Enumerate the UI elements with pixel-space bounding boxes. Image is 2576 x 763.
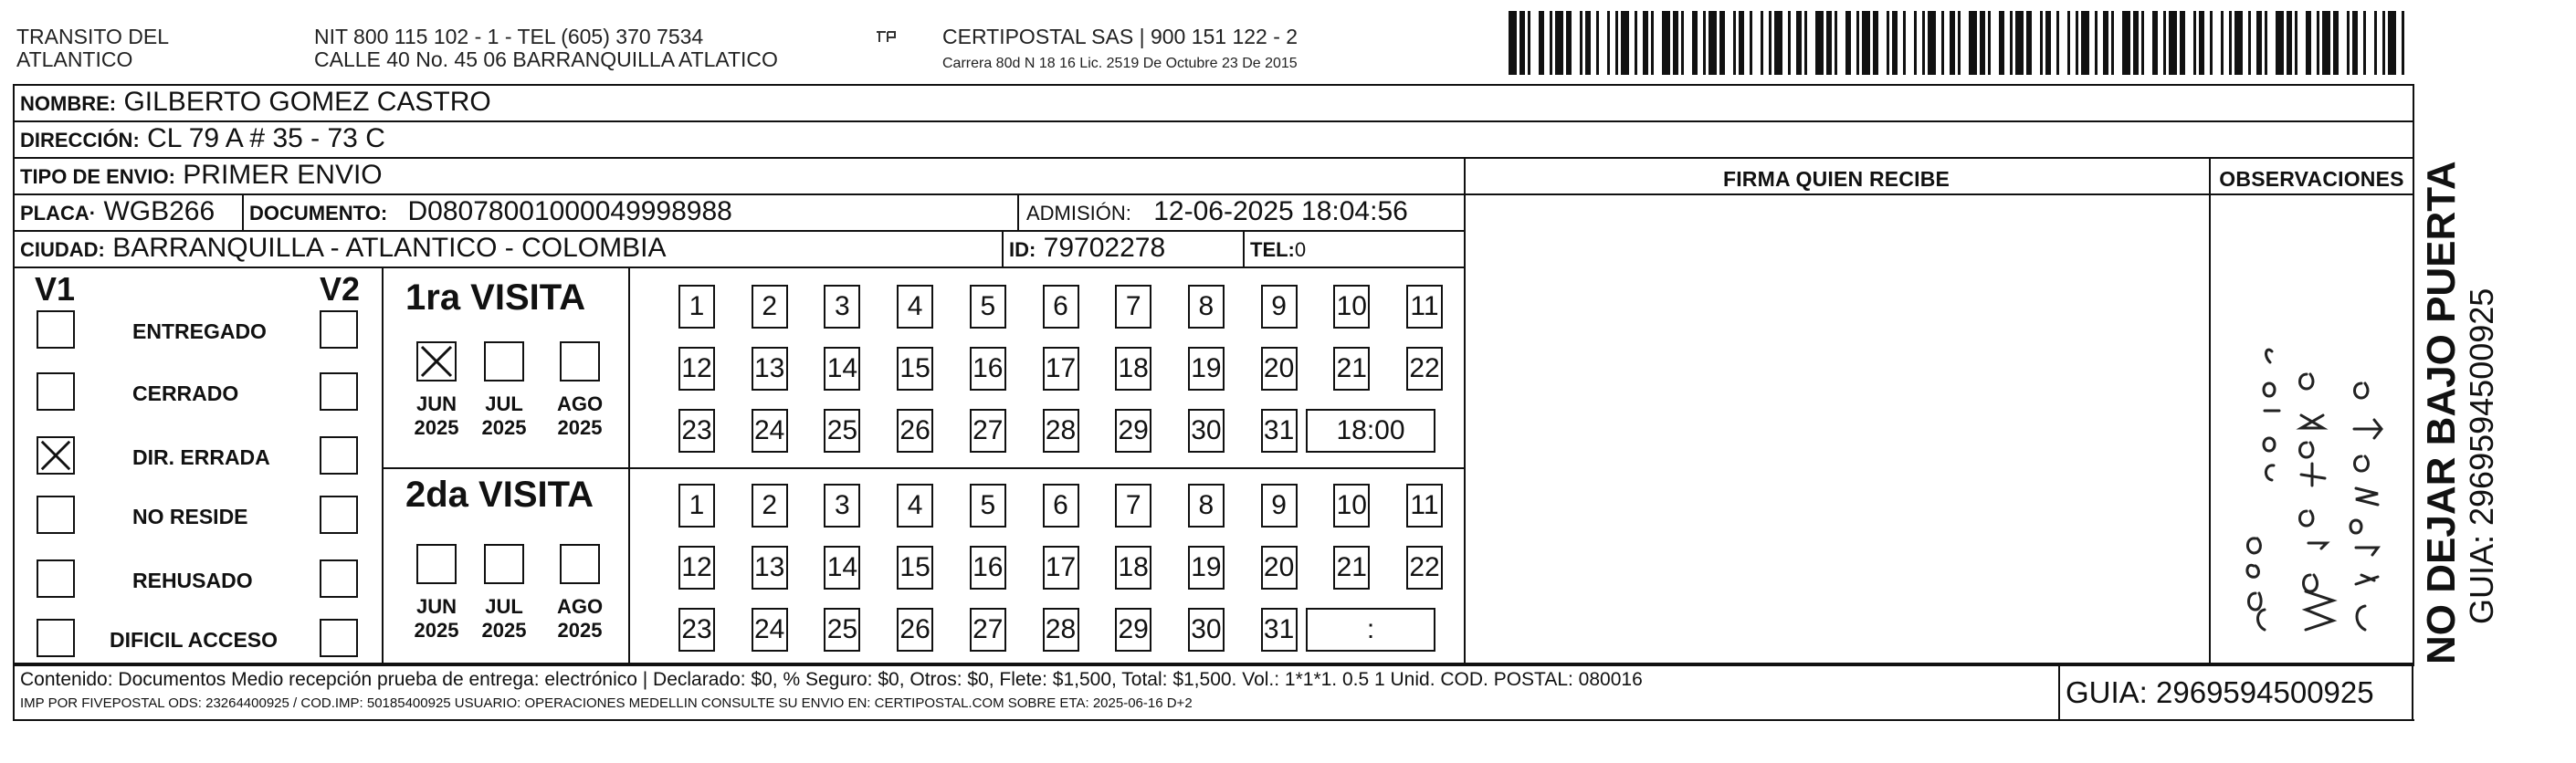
day-box[interactable]: 24 bbox=[752, 409, 788, 453]
ciudad-value: BARRANQUILLA - ATLANTICO - COLOMBIA bbox=[112, 233, 667, 263]
v2-checkbox[interactable] bbox=[320, 559, 358, 598]
direccion-value: CL 79 A # 35 - 73 C bbox=[147, 123, 385, 153]
side-vertical-text bbox=[2420, 84, 2502, 664]
day-box[interactable]: 13 bbox=[752, 546, 788, 590]
barcode-bar bbox=[1528, 11, 1530, 75]
barcode-bar bbox=[2180, 11, 2185, 75]
day-box[interactable]: 23 bbox=[678, 409, 715, 453]
sender-line-1: TRANSITO DEL bbox=[16, 25, 169, 48]
month-year: 2025 bbox=[414, 416, 459, 439]
barcode-bar bbox=[2374, 11, 2377, 75]
day-box[interactable]: 22 bbox=[1406, 347, 1443, 391]
day-box[interactable]: 18 bbox=[1115, 347, 1151, 391]
placa-label: PLACA· bbox=[20, 202, 97, 225]
barcode-bar bbox=[1999, 11, 2004, 75]
barcode-bar bbox=[2056, 11, 2059, 75]
barcode-bar bbox=[1635, 11, 1637, 75]
address-line: CALLE 40 No. 45 06 BARRANQUILLA ATLATICO bbox=[314, 47, 778, 71]
day-box[interactable]: 20 bbox=[1261, 347, 1298, 391]
barcode-bar bbox=[2295, 11, 2297, 75]
barcode-bar bbox=[1761, 11, 1763, 75]
barcode-bar bbox=[1892, 11, 1898, 75]
day-box[interactable]: 3 bbox=[824, 484, 860, 528]
month-year: 2025 bbox=[481, 416, 527, 439]
barcode-bar bbox=[2363, 11, 2366, 75]
day-box[interactable]: 19 bbox=[1188, 546, 1225, 590]
day-box[interactable]: 10 bbox=[1333, 484, 1370, 528]
barcode-bar bbox=[1887, 11, 1889, 75]
v1-checkbox[interactable] bbox=[37, 496, 75, 534]
barcode-bar bbox=[2111, 11, 2114, 75]
handwritten-note bbox=[2228, 265, 2411, 657]
barcode-bar bbox=[2402, 11, 2404, 75]
observaciones-header: OBSERVACIONES bbox=[2219, 167, 2404, 191]
status-option-label: REHUSADO bbox=[132, 569, 253, 592]
month-name: JUN bbox=[415, 595, 457, 618]
barcode-bar bbox=[2210, 11, 2213, 75]
barcode-bar bbox=[2256, 11, 2262, 75]
barcode-bar bbox=[1980, 11, 1985, 75]
barcode-bar bbox=[2276, 11, 2284, 75]
day-box[interactable]: 14 bbox=[824, 347, 860, 391]
day-box[interactable]: 28 bbox=[1043, 608, 1079, 652]
barcode-bar bbox=[2103, 11, 2108, 75]
ciudad-label: CIUDAD: bbox=[20, 238, 105, 261]
nombre-row bbox=[20, 87, 491, 120]
barcode-bar bbox=[1585, 11, 1591, 75]
carrier-logo-icon bbox=[875, 29, 899, 46]
id-cell bbox=[1009, 233, 1165, 266]
footer-imp: IMP POR FIVEPOSTAL ODS: 23264400925 / COD.IMP: 50185400925 USUARIO: OPERACIONES MEDELLIN CONSULTE SU ENVIO EN: CERTIPOSTAL.COM SOBRE ETA: 2025-06-16 D+2 bbox=[20, 695, 1193, 711]
day-box[interactable]: 3 bbox=[824, 285, 860, 329]
day-box[interactable]: 11 bbox=[1406, 285, 1443, 329]
barcode-bar bbox=[1673, 11, 1678, 75]
barcode-bar bbox=[2163, 11, 2166, 75]
nombre-label: NOMBRE: bbox=[20, 92, 117, 115]
barcode-bar bbox=[2152, 11, 2158, 75]
day-box[interactable]: 6 bbox=[1043, 285, 1079, 329]
day-box[interactable]: 14 bbox=[824, 546, 860, 590]
barcode-bar bbox=[1750, 11, 1752, 75]
barcode-bar bbox=[1555, 11, 1563, 75]
barcode-bar bbox=[1703, 11, 1706, 75]
day-box[interactable]: 1 bbox=[678, 484, 715, 528]
barcode-bar bbox=[2265, 11, 2267, 75]
barcode-bar bbox=[2141, 11, 2144, 75]
barcode-bar bbox=[2322, 11, 2330, 75]
barcode-bar bbox=[2015, 11, 2024, 75]
barcode-bar bbox=[2287, 11, 2292, 75]
barcode-bar bbox=[1815, 11, 1824, 75]
direccion-label: DIRECCIÓN: bbox=[20, 129, 140, 152]
barcode-bar bbox=[1662, 11, 1670, 75]
barcode-bar bbox=[1873, 11, 1878, 75]
barcode-bar bbox=[1739, 11, 1744, 75]
day-box[interactable]: 2 bbox=[752, 285, 788, 329]
month-label bbox=[547, 392, 613, 440]
month-name: JUL bbox=[485, 595, 523, 618]
tel-cell bbox=[1250, 233, 1306, 266]
barcode-bar bbox=[1845, 11, 1851, 75]
v1-checkbox[interactable] bbox=[37, 559, 75, 598]
tel-value: 0 bbox=[1294, 238, 1307, 261]
v1-checkbox[interactable] bbox=[37, 436, 75, 475]
day-box[interactable]: 4 bbox=[897, 484, 933, 528]
barcode-bar bbox=[1539, 11, 1544, 75]
side-guia: GUIA: 2969594500925 bbox=[2463, 287, 2500, 624]
v2-checkbox[interactable] bbox=[320, 372, 358, 411]
barcode-bar bbox=[2076, 11, 2078, 75]
day-box[interactable]: 8 bbox=[1188, 285, 1225, 329]
month-checkbox[interactable] bbox=[416, 544, 457, 584]
barcode-bar bbox=[2193, 11, 2196, 75]
documento-value: D08078001000049998988 bbox=[407, 196, 732, 226]
v1-checkbox[interactable] bbox=[37, 619, 75, 657]
month-year: 2025 bbox=[414, 619, 459, 642]
v2-checkbox[interactable] bbox=[320, 310, 358, 349]
barcode-bar bbox=[1519, 11, 1525, 75]
day-box[interactable]: 6 bbox=[1043, 484, 1079, 528]
v2-checkbox[interactable] bbox=[320, 436, 358, 475]
day-box[interactable]: 26 bbox=[897, 409, 933, 453]
admision-value: 12-06-2025 18:04:56 bbox=[1153, 196, 1408, 226]
month-name: JUL bbox=[485, 392, 523, 415]
day-box[interactable]: 5 bbox=[970, 484, 1006, 528]
month-checkbox[interactable] bbox=[484, 544, 524, 584]
day-box[interactable]: 27 bbox=[970, 608, 1006, 652]
day-box[interactable]: 5 bbox=[970, 285, 1006, 329]
time-box[interactable]: 18:00 bbox=[1306, 409, 1435, 453]
barcode-bar bbox=[1681, 11, 1684, 75]
barcode-bar bbox=[2199, 11, 2204, 75]
barcode-bar bbox=[2248, 11, 2251, 75]
barcode-bar bbox=[1621, 11, 1629, 75]
day-box[interactable]: 29 bbox=[1115, 608, 1151, 652]
day-box[interactable]: 19 bbox=[1188, 347, 1225, 391]
barcode-bar bbox=[1856, 11, 1859, 75]
tipo-value: PRIMER ENVIO bbox=[183, 160, 383, 190]
ciudad-cell bbox=[20, 233, 666, 266]
tipo-row bbox=[20, 160, 383, 193]
barcode-bar bbox=[2382, 11, 2385, 75]
barcode-bar bbox=[2306, 11, 2311, 75]
day-box[interactable]: 21 bbox=[1333, 347, 1370, 391]
day-box[interactable]: 24 bbox=[752, 608, 788, 652]
barcode-bar bbox=[1796, 11, 1802, 75]
barcode-bar bbox=[1788, 11, 1791, 75]
carrier-license: Carrera 80d N 18 16 Lic. 2519 De Octubre 23 De 2015 bbox=[942, 56, 1298, 71]
barcode-bar bbox=[1651, 11, 1654, 75]
barcode-bar bbox=[1914, 11, 1917, 75]
barcode-bar bbox=[2081, 11, 2089, 75]
barcode-bar bbox=[1922, 11, 1925, 75]
direccion-row bbox=[20, 123, 385, 156]
barcode-bar bbox=[2045, 11, 2051, 75]
month-label bbox=[547, 595, 613, 643]
month-year: 2025 bbox=[481, 619, 527, 642]
barcode-bar bbox=[1950, 11, 1955, 75]
v1-label: V1 bbox=[35, 270, 76, 308]
day-box[interactable]: 16 bbox=[970, 546, 1006, 590]
id-value: 79702278 bbox=[1043, 233, 1166, 263]
barcode-bar bbox=[1509, 11, 1517, 75]
barcode-bar bbox=[2229, 11, 2232, 75]
month-year: 2025 bbox=[557, 619, 603, 642]
barcode-bar bbox=[2067, 11, 2070, 75]
barcode-bar bbox=[1862, 11, 1870, 75]
day-box[interactable]: 15 bbox=[897, 347, 933, 391]
day-box[interactable]: 27 bbox=[970, 409, 1006, 453]
month-label bbox=[404, 595, 469, 643]
month-checkbox[interactable] bbox=[484, 341, 524, 382]
day-box[interactable]: 9 bbox=[1261, 285, 1298, 329]
barcode-bar bbox=[2010, 11, 2013, 75]
barcode-bar bbox=[1580, 11, 1582, 75]
day-box[interactable]: 25 bbox=[824, 608, 860, 652]
id-label: ID: bbox=[1009, 238, 1036, 261]
day-box[interactable]: 30 bbox=[1188, 608, 1225, 652]
day-box[interactable]: 20 bbox=[1261, 546, 1298, 590]
month-year: 2025 bbox=[557, 416, 603, 439]
carrier-line: CERTIPOSTAL SAS | 900 151 122 - 2 bbox=[942, 25, 1299, 48]
v2-checkbox[interactable] bbox=[320, 619, 358, 657]
day-box[interactable]: 1 bbox=[678, 285, 715, 329]
day-box[interactable]: 17 bbox=[1043, 347, 1079, 391]
barcode-bar bbox=[1733, 11, 1736, 75]
barcode-bar bbox=[1903, 11, 1906, 75]
barcode-bar bbox=[1941, 11, 1944, 75]
month-checkbox[interactable] bbox=[560, 544, 600, 584]
barcode-bar bbox=[1692, 11, 1698, 75]
nit-line: NIT 800 115 102 - 1 - TEL (605) 370 7534 bbox=[314, 25, 704, 48]
barcode-bar bbox=[1969, 11, 1977, 75]
status-option-label: NO RESIDE bbox=[132, 505, 248, 528]
status-option-label: DIR. ERRADA bbox=[132, 445, 270, 469]
month-label bbox=[471, 595, 537, 643]
day-box[interactable]: 28 bbox=[1043, 409, 1079, 453]
day-box[interactable]: 17 bbox=[1043, 546, 1079, 590]
nombre-value: GILBERTO GOMEZ CASTRO bbox=[123, 87, 491, 117]
day-box[interactable]: 12 bbox=[678, 546, 715, 590]
barcode-bar bbox=[1958, 11, 1961, 75]
placa-value: WGB266 bbox=[103, 196, 216, 226]
barcode-bar bbox=[1550, 11, 1552, 75]
status-option-label: ENTREGADO bbox=[132, 319, 267, 343]
barcode-bar bbox=[2221, 11, 2224, 75]
day-box[interactable]: 31 bbox=[1261, 409, 1298, 453]
month-name: AGO bbox=[556, 595, 604, 618]
firma-header: FIRMA QUIEN RECIBE bbox=[1722, 167, 1950, 191]
placa-cell bbox=[20, 196, 215, 229]
day-box[interactable]: 13 bbox=[752, 347, 788, 391]
day-box[interactable]: 31 bbox=[1261, 608, 1298, 652]
tel-label: TEL: bbox=[1250, 238, 1295, 261]
barcode-bar bbox=[2333, 11, 2339, 75]
footer-guia: GUIA: 2969594500925 bbox=[2066, 675, 2374, 709]
day-box[interactable]: 9 bbox=[1261, 484, 1298, 528]
day-box[interactable]: 11 bbox=[1406, 484, 1443, 528]
month-label bbox=[404, 392, 469, 440]
barcode-bar bbox=[2122, 11, 2130, 75]
day-box[interactable]: 2 bbox=[752, 484, 788, 528]
barcode-bar bbox=[2388, 11, 2396, 75]
barcode-bar bbox=[1988, 11, 1991, 75]
no-dejar-bajo-puerta: NO DEJAR BAJO PUERTA bbox=[2419, 161, 2464, 664]
month-checkbox[interactable] bbox=[416, 341, 457, 382]
first-visit-title: 1ra VISITA bbox=[405, 277, 586, 318]
barcode-bar bbox=[1596, 11, 1599, 75]
sender-line-2: ATLANTICO bbox=[16, 47, 133, 71]
day-box[interactable]: 23 bbox=[678, 608, 715, 652]
barcode-bar bbox=[2234, 11, 2243, 75]
month-checkbox[interactable] bbox=[560, 341, 600, 382]
v1-checkbox[interactable] bbox=[37, 372, 75, 411]
day-box[interactable]: 21 bbox=[1333, 546, 1370, 590]
barcode-bar bbox=[1615, 11, 1618, 75]
barcode-bar bbox=[2040, 11, 2043, 75]
sender-name bbox=[16, 26, 169, 71]
day-box[interactable]: 30 bbox=[1188, 409, 1225, 453]
day-box[interactable]: 22 bbox=[1406, 546, 1443, 590]
barcode-bar bbox=[2095, 11, 2098, 75]
barcode-bar bbox=[1607, 11, 1610, 75]
barcode-bar bbox=[1566, 11, 1572, 75]
day-box[interactable]: 18 bbox=[1115, 546, 1151, 590]
barcode-bar bbox=[1826, 11, 1832, 75]
barcode-bar bbox=[1774, 11, 1782, 75]
documento-label: DOCUMENTO: bbox=[249, 202, 388, 225]
barcode-bar bbox=[2317, 11, 2319, 75]
barcode-bar bbox=[1928, 11, 1936, 75]
day-box[interactable]: 29 bbox=[1115, 409, 1151, 453]
month-name: AGO bbox=[556, 392, 604, 415]
header-barcode bbox=[1509, 11, 2403, 75]
documento-cell bbox=[249, 196, 732, 229]
admision-label: ADMISIÓN: bbox=[1026, 202, 1131, 225]
admision-cell bbox=[1026, 196, 1408, 229]
barcode-bar bbox=[1719, 11, 1725, 75]
v2-label: V2 bbox=[320, 270, 361, 308]
day-box[interactable]: 10 bbox=[1333, 285, 1370, 329]
day-box[interactable]: 7 bbox=[1115, 285, 1151, 329]
barcode-bar bbox=[1835, 11, 1837, 75]
second-visit-title: 2da VISITA bbox=[405, 475, 594, 515]
day-box[interactable]: 26 bbox=[897, 608, 933, 652]
month-name: JUN bbox=[415, 392, 457, 415]
barcode-bar bbox=[1709, 11, 1717, 75]
day-box[interactable]: 4 bbox=[897, 285, 933, 329]
barcode-bar bbox=[2169, 11, 2177, 75]
day-box[interactable]: 8 bbox=[1188, 484, 1225, 528]
day-box[interactable]: 12 bbox=[678, 347, 715, 391]
barcode-bar bbox=[2352, 11, 2358, 75]
day-box[interactable]: 16 bbox=[970, 347, 1006, 391]
barcode-bar bbox=[2026, 11, 2032, 75]
carrier-info bbox=[942, 26, 1298, 75]
day-box[interactable]: 7 bbox=[1115, 484, 1151, 528]
status-option-label: DIFICIL ACCESO bbox=[110, 628, 279, 652]
v2-checkbox[interactable] bbox=[320, 496, 358, 534]
barcode-bar bbox=[1769, 11, 1772, 75]
time-box[interactable]: : bbox=[1306, 608, 1435, 652]
day-box[interactable]: 15 bbox=[897, 546, 933, 590]
barcode-bar bbox=[2133, 11, 2139, 75]
footer-contenido: Contenido: Documentos Medio recepción prueba de entrega: electrónico | Declarado: $0, % Seguro: $0, Otros: $0, Flete: $1,500, Total: $1,500. Vol.: 1*1*1. 0.5 1 Unid. COD. POSTAL: 080016 bbox=[20, 669, 1643, 690]
sender-contact bbox=[314, 26, 778, 71]
barcode-bar bbox=[1643, 11, 1648, 75]
v1-checkbox[interactable] bbox=[37, 310, 75, 349]
status-option-label: CERRADO bbox=[132, 382, 239, 405]
day-box[interactable]: 25 bbox=[824, 409, 860, 453]
tipo-label: TIPO DE ENVIO: bbox=[20, 165, 175, 188]
barcode-bar bbox=[2347, 11, 2350, 75]
barcode-bar bbox=[1804, 11, 1807, 75]
month-label bbox=[471, 392, 537, 440]
